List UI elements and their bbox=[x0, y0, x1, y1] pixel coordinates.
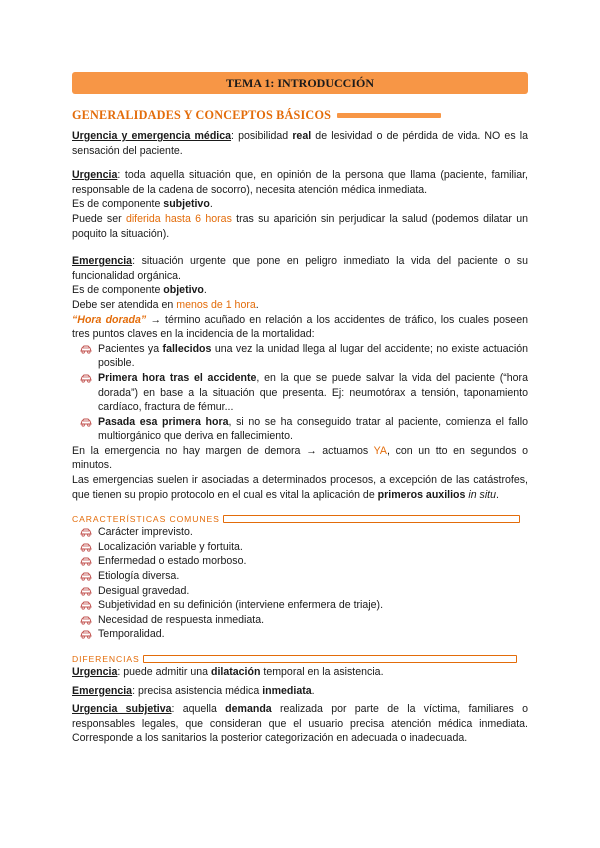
line-hora-dorada bbox=[72, 313, 528, 342]
text: : precisa asistencia médica bbox=[132, 684, 263, 697]
highlight-text: menos de 1 hora bbox=[176, 298, 256, 311]
car-bullet-icon bbox=[80, 373, 92, 383]
diferencia-urgencia-subjetiva bbox=[72, 702, 528, 746]
text: En la emergencia no hay margen de demora → actuamos bbox=[72, 444, 374, 457]
paragraph-urgencia bbox=[72, 168, 528, 197]
term: Urgencia subjetiva bbox=[72, 703, 172, 716]
line-emergencia-demora bbox=[72, 444, 528, 473]
text: Necesidad de respuesta inmediata. bbox=[98, 613, 265, 626]
text: , si no se ha conseguido tratar al paciente, comienza el fallo multiorgánico que deriva en fallecimiento. bbox=[98, 415, 528, 443]
text: . bbox=[311, 684, 315, 697]
text: : situación urgente que pone en peligro inmediato la vida del paciente o su funcionalidad orgánica. bbox=[72, 255, 528, 282]
text: : posibilidad bbox=[231, 130, 293, 142]
text: → término acuñado en relación a los accidentes de tráfico, los cuales poseen tres puntos claves en la incidencia de la mortalidad: bbox=[72, 313, 528, 341]
bold-text: objetivo bbox=[163, 284, 204, 297]
highlight-term: “Hora dorada” bbox=[72, 313, 147, 326]
list-item bbox=[80, 415, 528, 444]
list-item bbox=[80, 342, 528, 371]
list-item bbox=[80, 598, 528, 613]
bold-text: Pasada esa primera hora bbox=[98, 415, 229, 428]
text: Temporalidad. bbox=[98, 628, 165, 641]
line-urgencia-subjetivo bbox=[72, 197, 528, 212]
text: . bbox=[203, 284, 207, 297]
car-bullet-icon bbox=[80, 542, 92, 552]
text: Puede ser bbox=[72, 212, 126, 225]
text: Debe ser atendida en bbox=[72, 298, 177, 311]
bold-text: Primera hora tras el accidente bbox=[98, 371, 257, 384]
text: Enfermedad o estado morboso. bbox=[98, 555, 247, 568]
text: Las emergencias suelen ir asociadas a determinados procesos, a excepción de las catástrofes, que tienen su propio protocolo en el cual es vital la aplicación de bbox=[72, 474, 528, 501]
list-item bbox=[80, 540, 528, 555]
line-emergencia-hora bbox=[72, 298, 528, 313]
bold-text: fallecidos bbox=[162, 342, 212, 355]
text: Pacientes ya bbox=[98, 342, 163, 355]
page-title: TEMA 1: INTRODUCCIÓN bbox=[72, 72, 528, 94]
paragraph-emergencia bbox=[72, 254, 528, 283]
text: temporal en la asistencia. bbox=[260, 666, 384, 678]
text: . bbox=[255, 298, 259, 311]
car-bullet-icon bbox=[80, 417, 92, 427]
subheading-box bbox=[143, 655, 517, 663]
highlight-text: YA bbox=[373, 444, 388, 457]
document-page bbox=[72, 72, 528, 746]
text: , con un tto en segundos o minutos. bbox=[72, 444, 528, 472]
text: Es de componente bbox=[72, 284, 164, 297]
term: Urgencia bbox=[72, 666, 118, 678]
car-bullet-icon bbox=[80, 629, 92, 639]
text: Es de componente bbox=[72, 198, 164, 211]
highlight-text: diferida hasta 6 horas bbox=[125, 212, 232, 225]
line-emergencia-objetivo bbox=[72, 283, 528, 298]
bold-text: primeros auxilios bbox=[377, 488, 466, 501]
paragraph-urgencia-emergencia-medica bbox=[72, 129, 528, 158]
subheading-caracteristicas bbox=[72, 514, 528, 524]
subheading-diferencias bbox=[72, 654, 528, 664]
list-item bbox=[80, 584, 528, 599]
list-item bbox=[80, 371, 528, 415]
bold-text: inmediata bbox=[262, 684, 312, 697]
text: Etiología diversa. bbox=[98, 570, 180, 583]
diferencia-emergencia bbox=[72, 684, 528, 699]
line-urgencia-diferida bbox=[72, 212, 528, 241]
car-bullet-icon bbox=[80, 344, 92, 354]
text: de lesividad o de pérdida de vida. NO es la sensación del paciente. bbox=[72, 130, 528, 157]
text: : aquella bbox=[171, 703, 226, 716]
text: Carácter imprevisto. bbox=[98, 526, 193, 539]
text: : toda aquella situación que, en opinión de la persona que llama (paciente, familiar, responsable de la cadena de socorro), necesita atención médica inmediata. bbox=[72, 169, 528, 196]
hora-dorada-list bbox=[72, 342, 528, 444]
car-bullet-icon bbox=[80, 571, 92, 581]
text: , en la que se puede salvar la vida del paciente (“hora dorada”) en base a la situación que presenta. Ej: neumotórax a tensión, taponamiento cardíaco, fractura de fémur... bbox=[98, 371, 528, 414]
car-bullet-icon bbox=[80, 615, 92, 625]
section-heading-generalidades bbox=[72, 108, 528, 123]
bold-text: demanda bbox=[225, 703, 272, 716]
text: tras su aparición sin perjudicar la salud (podemos dilatar un poquito la situación). bbox=[72, 212, 528, 240]
text: una vez la unidad llega al lugar del accidente; no existe actuación posible. bbox=[98, 342, 528, 370]
list-item bbox=[80, 525, 528, 540]
subheading-text: DIFERENCIAS bbox=[72, 654, 140, 664]
subheading-text: CARACTERÍSTICAS COMUNES bbox=[72, 514, 220, 525]
text: : puede admitir una bbox=[117, 666, 211, 678]
list-item bbox=[80, 569, 528, 584]
text: . bbox=[209, 198, 213, 211]
subheading-box bbox=[223, 515, 520, 523]
term: Urgencia y emergencia médica bbox=[72, 130, 232, 142]
car-bullet-icon bbox=[80, 527, 92, 537]
text: realizada por parte de la víctima, familiares o responsables legales, que consideran que el usuario precisa atención médica inmediata. Corresponde a los sanitarios la posterior categorización en adecuada o inadecuada. bbox=[72, 703, 528, 745]
term: Emergencia bbox=[72, 255, 133, 268]
section-heading-text: GENERALIDADES Y CONCEPTOS BÁSICOS bbox=[72, 108, 332, 122]
text: Subjetividad en su definición (interviene enfermera de triaje). bbox=[98, 599, 384, 612]
term: Emergencia bbox=[72, 684, 133, 697]
bold-text: subjetivo bbox=[163, 198, 210, 211]
car-bullet-icon bbox=[80, 600, 92, 610]
text: Localización variable y fortuita. bbox=[98, 540, 243, 553]
text: Desigual gravedad. bbox=[98, 584, 190, 597]
term: Urgencia bbox=[72, 169, 118, 182]
car-bullet-icon bbox=[80, 586, 92, 596]
bold-text: dilatación bbox=[210, 666, 261, 678]
heading-rule bbox=[337, 113, 441, 118]
list-item bbox=[80, 613, 528, 628]
text: . bbox=[496, 488, 499, 501]
bold-text: real bbox=[292, 130, 312, 142]
list-item bbox=[80, 627, 528, 642]
car-bullet-icon bbox=[80, 556, 92, 566]
italic-text: in situ bbox=[468, 488, 497, 501]
diferencia-urgencia bbox=[72, 665, 528, 680]
caracteristicas-list bbox=[72, 525, 528, 642]
line-emergencia-procesos bbox=[72, 473, 528, 502]
list-item bbox=[80, 554, 528, 569]
